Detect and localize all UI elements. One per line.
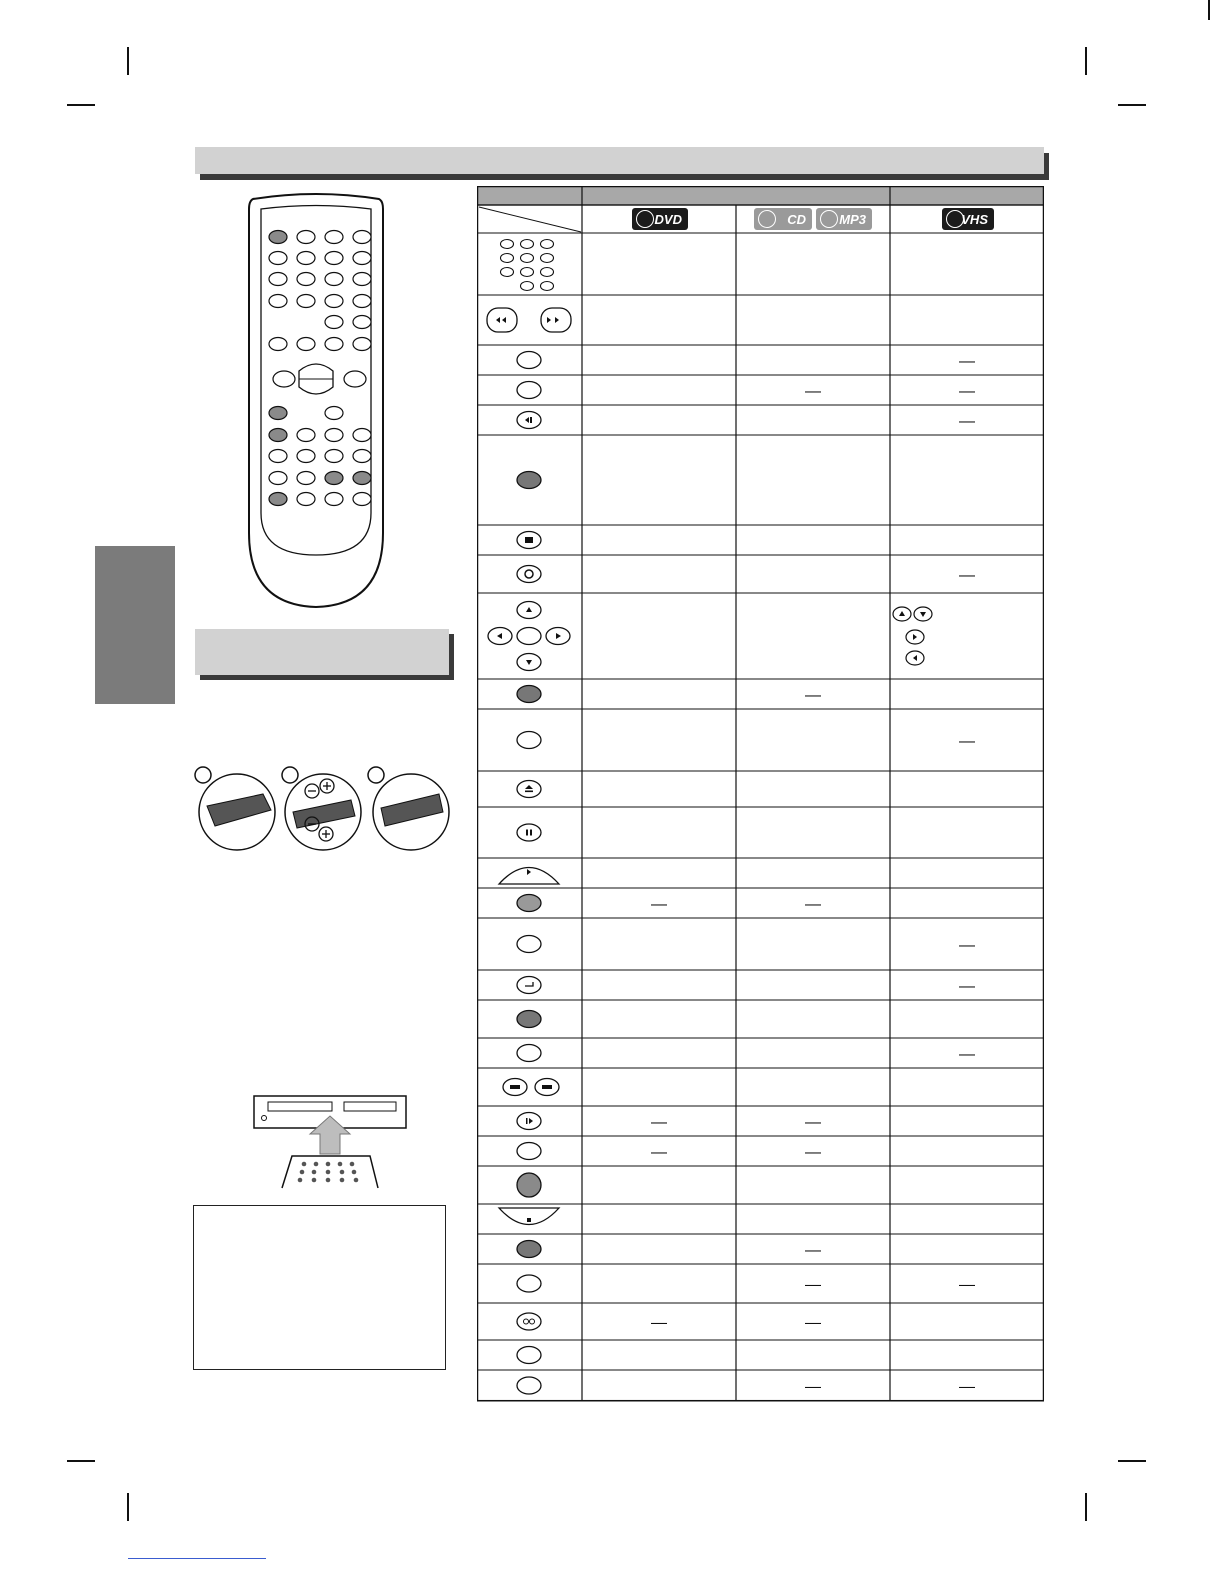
format-badge-label: MP3 xyxy=(839,211,866,227)
format-badge-label: DVD xyxy=(654,211,682,227)
cell-dvd-row-20: — xyxy=(651,1114,667,1131)
bottom-link-line xyxy=(128,1558,266,1559)
remote-key xyxy=(325,338,343,351)
cell-dvd-row-26: — xyxy=(651,1314,667,1332)
remote-key xyxy=(353,450,371,463)
section-header-bar xyxy=(195,147,1044,174)
oval-button-icon xyxy=(517,382,541,399)
remote-key xyxy=(269,493,287,506)
dark-oval-button-icon xyxy=(517,1011,541,1028)
cell-vhs-row-25: — xyxy=(959,1276,975,1294)
cell-vhs-row-16: — xyxy=(959,978,975,995)
remote-key xyxy=(325,493,343,506)
dark-oval-button-icon xyxy=(517,686,541,703)
remote-key xyxy=(353,273,371,286)
remote-key xyxy=(269,407,287,420)
cell-vhs-row-3: — xyxy=(959,383,975,400)
remote-key xyxy=(353,493,371,506)
cell-dvd-row-14: — xyxy=(651,896,667,913)
remote-key xyxy=(269,338,287,351)
page-edge-line xyxy=(1208,0,1210,20)
power-round-button-icon xyxy=(517,1173,541,1197)
oval-button-icon xyxy=(517,936,541,953)
cursor-pad-icon xyxy=(488,602,570,671)
remote-key xyxy=(353,472,371,485)
cell-vhs-row-2: — xyxy=(959,353,975,370)
tape-button-icon xyxy=(517,1313,541,1330)
cell-cd-row-21: — xyxy=(805,1144,821,1161)
cell-cd-row-20: — xyxy=(805,1114,821,1131)
remote-key xyxy=(297,273,315,286)
remote-key xyxy=(325,450,343,463)
oval-button-icon xyxy=(517,1377,541,1394)
cell-cd-row-26: — xyxy=(805,1314,821,1332)
remote-key xyxy=(297,338,315,351)
slow-button-icon xyxy=(517,1113,541,1130)
cell-cd-row-28: — xyxy=(805,1378,821,1396)
skip-back-button-icon xyxy=(517,412,541,429)
remote-key xyxy=(325,472,343,485)
remote-key xyxy=(297,493,315,506)
remote-key xyxy=(297,429,315,442)
remote-key xyxy=(325,295,343,308)
battery-step-illustrations xyxy=(193,766,458,854)
disc-icon xyxy=(636,210,654,228)
remote-key xyxy=(269,295,287,308)
remote-key xyxy=(297,252,315,265)
remote-key xyxy=(297,472,315,485)
remote-key xyxy=(269,273,287,286)
remote-key xyxy=(297,231,315,244)
play-button-icon xyxy=(499,868,559,885)
cell-vhs-row-4: — xyxy=(959,413,975,430)
crop-mark xyxy=(1085,1493,1087,1521)
remote-key xyxy=(325,407,343,420)
cell-vhs-row-15: — xyxy=(959,937,975,954)
dark-oval-button-icon xyxy=(517,1241,541,1258)
crop-mark xyxy=(1085,47,1087,75)
crop-mark xyxy=(127,47,129,75)
format-badge-mp3 xyxy=(816,208,872,230)
cell-vhs-row-18: — xyxy=(959,1046,975,1063)
remote-key xyxy=(325,231,343,244)
cell-cd-row-9: — xyxy=(805,687,821,704)
cell-cd-row-14: — xyxy=(805,896,821,913)
note-box xyxy=(193,1205,446,1370)
remote-key xyxy=(269,450,287,463)
remote-key xyxy=(353,429,371,442)
eject-button-icon xyxy=(517,781,541,798)
cell-cd-row-25: — xyxy=(805,1276,821,1294)
remote-key xyxy=(297,295,315,308)
disc-icon xyxy=(820,210,838,228)
oval-button-icon xyxy=(517,1275,541,1292)
oval-button-icon xyxy=(517,352,541,369)
cell-vhs-row-28: — xyxy=(959,1378,975,1396)
crop-mark xyxy=(1118,104,1146,106)
cell-dvd-row-21: — xyxy=(651,1144,667,1161)
remote-key xyxy=(325,429,343,442)
oval-button-icon xyxy=(517,1143,541,1160)
format-badge-label: CD xyxy=(787,211,806,227)
remote-key xyxy=(325,273,343,286)
remote-aiming-illustration xyxy=(252,1094,408,1189)
function-table-grid xyxy=(477,186,1044,1402)
oval-button-icon xyxy=(517,1347,541,1364)
remote-key xyxy=(353,338,371,351)
crop-mark xyxy=(1118,1460,1146,1462)
remote-key xyxy=(353,295,371,308)
oval-button-icon xyxy=(517,732,541,749)
function-table xyxy=(477,186,1044,1402)
side-section-tab xyxy=(95,546,175,704)
dark-oval-button-icon xyxy=(517,472,541,489)
disc-icon xyxy=(946,210,964,228)
cell-vhs-row-7: — xyxy=(959,567,975,584)
oval-button-icon xyxy=(517,1045,541,1062)
number-keypad-icon xyxy=(501,240,554,291)
pause-button-icon xyxy=(517,824,541,841)
skip-up-down-buttons-icon xyxy=(503,1079,559,1096)
vhs-cursor-icons xyxy=(893,607,932,665)
remote-key xyxy=(269,252,287,265)
remote-key xyxy=(269,231,287,244)
remote-key xyxy=(353,252,371,265)
remote-key xyxy=(297,450,315,463)
rewind-fastforward-buttons-icon xyxy=(487,308,571,332)
disc-icon xyxy=(758,210,776,228)
return-button-icon xyxy=(517,977,541,994)
remote-control-illustration xyxy=(245,193,387,611)
stop-button-icon xyxy=(499,1208,559,1225)
remote-key xyxy=(325,316,343,329)
battery-section-title-bar xyxy=(195,629,449,675)
gray-oval-button-icon xyxy=(517,895,541,912)
cell-cd-row-24: — xyxy=(805,1242,821,1259)
format-badge-cd xyxy=(754,208,812,230)
remote-key xyxy=(353,316,371,329)
crop-mark xyxy=(127,1493,129,1521)
crop-mark xyxy=(67,104,95,106)
remote-key xyxy=(269,429,287,442)
stop-square-button-icon xyxy=(517,532,541,549)
format-badge-dvd xyxy=(632,208,688,230)
format-badge-label: VHS xyxy=(961,211,988,227)
crop-mark xyxy=(67,1460,95,1462)
format-badge-vhs xyxy=(942,208,994,230)
cell-vhs-row-10: — xyxy=(959,733,975,750)
remote-key xyxy=(353,231,371,244)
target-button-icon xyxy=(517,566,541,583)
remote-key xyxy=(325,252,343,265)
remote-key xyxy=(269,472,287,485)
cell-cd-row-3: — xyxy=(805,383,821,400)
